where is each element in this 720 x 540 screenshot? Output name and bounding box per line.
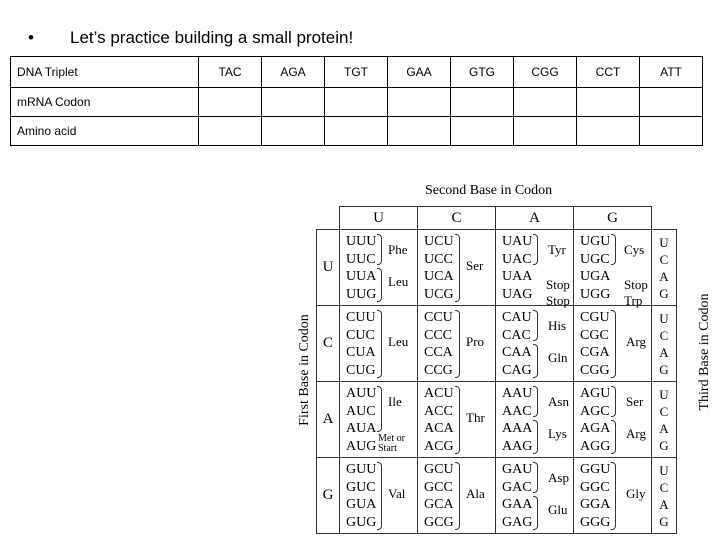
third-base-letter: A (659, 496, 669, 512)
codon: GCC (424, 479, 453, 495)
codon: UGC (580, 251, 610, 267)
codon-row (317, 382, 677, 458)
first-base-header: U (317, 230, 340, 306)
codon-grid (316, 206, 677, 534)
codon: UCG (424, 286, 454, 302)
codon: GCG (424, 514, 454, 530)
amino-acid-label: His (548, 318, 567, 333)
codon: CCU (424, 310, 453, 325)
codon-brace (611, 310, 616, 378)
grid-corner (317, 207, 340, 230)
codon-list (502, 461, 532, 531)
amino-acid-label: Glu (548, 502, 568, 517)
codon-brace (533, 310, 538, 341)
third-base-column (652, 382, 677, 458)
codon: AAG (502, 438, 533, 454)
second-base-title: Second Base in Codon (425, 183, 553, 198)
codon: UAA (502, 269, 533, 284)
codon-list (580, 309, 610, 379)
codon-cell (496, 306, 574, 382)
table-row (11, 57, 703, 88)
third-base-letter: U (659, 386, 669, 402)
codon: AUU (346, 386, 377, 401)
codon-cell (496, 382, 574, 458)
codon-chart (290, 178, 715, 536)
mrna-codon-cell[interactable] (262, 88, 325, 117)
codon: AGA (580, 421, 611, 436)
codon: GCA (424, 497, 454, 512)
codon-cell (496, 230, 574, 306)
third-base-letter: U (659, 310, 669, 326)
amino-acid-label: Ser (626, 394, 644, 409)
dna-triplet-cell: GTG (451, 57, 514, 88)
codon-list (580, 461, 610, 531)
amino-acid-label: Arg (626, 426, 646, 441)
codon-cell (574, 458, 652, 534)
codon: AGU (580, 386, 611, 401)
amino-acid-label: Start (378, 443, 397, 454)
third-base-letter: C (659, 327, 669, 343)
codon-brace (455, 310, 460, 378)
codon-cell (574, 306, 652, 382)
codon: UCA (424, 269, 454, 284)
amino-acid-cell[interactable] (451, 117, 514, 146)
amino-acid-label: Asn (548, 394, 569, 409)
codon: UCC (424, 251, 453, 267)
third-base-letter: A (659, 420, 669, 436)
codon-list (580, 233, 610, 303)
third-base-letter: C (659, 251, 669, 267)
codon-list (424, 233, 454, 303)
codon-cell (496, 458, 574, 534)
page-title (28, 28, 353, 48)
dna-triplet-cell: ATT (640, 57, 703, 88)
amino-acid-label: Ser (466, 258, 484, 273)
mrna-codon-cell[interactable] (388, 88, 451, 117)
codon-list (580, 385, 610, 455)
codon-brace (455, 462, 460, 530)
amino-acid-label: Arg (626, 334, 646, 349)
third-base-letter: A (659, 268, 669, 284)
third-base-column (652, 306, 677, 382)
third-base-letter: G (659, 361, 669, 377)
amino-acid-label: Leu (388, 334, 409, 349)
codon-row (317, 458, 677, 534)
codon-brace (611, 234, 616, 265)
codon-list (346, 309, 376, 379)
codon: CGG (580, 362, 610, 378)
amino-acid-label: Stop (546, 293, 570, 308)
codon: AUA (346, 421, 377, 436)
amino-acid-label: Met or (378, 433, 405, 444)
bullet: • (28, 28, 34, 47)
amino-acid-label: Cys (624, 242, 645, 257)
codon-brace (611, 386, 616, 417)
codon: GGC (580, 479, 610, 495)
codon-row (317, 230, 677, 306)
codon-brace (533, 234, 538, 265)
codon: GUG (346, 514, 377, 530)
codon-brace (455, 386, 460, 454)
mrna-codon-cell[interactable] (640, 88, 703, 117)
codon: GAC (502, 479, 532, 495)
codon-cell (340, 458, 418, 534)
dna-triplet-cell: GAA (388, 57, 451, 88)
third-base-title: Third Base in Codon (697, 293, 712, 411)
codon-cell (418, 382, 496, 458)
codon-cell (340, 306, 418, 382)
codon: CUU (346, 310, 376, 325)
third-base-letter: C (659, 403, 669, 419)
second-base-header: C (418, 207, 496, 230)
codon: GUU (346, 462, 377, 477)
amino-acid-cell[interactable] (577, 117, 640, 146)
codon-list (502, 233, 532, 303)
codon-brace (377, 462, 382, 530)
codon-cell (574, 382, 652, 458)
amino-acid-label: Tyr (548, 242, 566, 257)
codon-brace (377, 386, 382, 432)
codon: CGU (580, 310, 610, 325)
third-base-letter: G (659, 437, 669, 453)
first-base-header: C (317, 306, 340, 382)
codon: GUC (346, 479, 376, 495)
first-base-header: G (317, 458, 340, 534)
codon: AGG (580, 438, 611, 454)
codon-brace (377, 310, 382, 378)
codon-brace (533, 420, 538, 454)
second-base-header: A (496, 207, 574, 230)
third-base-column (652, 458, 677, 534)
codon: UUG (346, 286, 377, 302)
amino-acid-cell[interactable] (262, 117, 325, 146)
codon-list (424, 461, 454, 531)
codon: ACG (424, 438, 454, 454)
codon-brace (611, 420, 616, 454)
codon: AGC (580, 403, 610, 419)
amino-acid-label: Stop (624, 277, 648, 292)
third-base-letter: C (659, 479, 669, 495)
codon: GAU (502, 462, 533, 477)
codon-list (346, 233, 376, 303)
amino-acid-label: Leu (388, 274, 409, 289)
amino-acid-label: Asp (548, 470, 569, 485)
codon: GGU (580, 462, 611, 477)
codon: UUA (346, 269, 377, 284)
codon: AAA (502, 421, 533, 436)
codon: GGG (580, 514, 611, 530)
codon: ACC (424, 403, 453, 419)
codon: AUG (346, 438, 377, 454)
codon: UUC (346, 251, 376, 267)
dna-triplet-cell: AGA (262, 57, 325, 88)
second-base-header: G (574, 207, 652, 230)
amino-acid-cell[interactable] (388, 117, 451, 146)
codon: GAA (502, 497, 533, 512)
mrna-codon-cell[interactable] (451, 88, 514, 117)
codon: GGA (580, 497, 611, 512)
codon-cell (418, 458, 496, 534)
row-label: mRNA Codon (11, 88, 199, 117)
codon: CCG (424, 362, 453, 378)
amino-acid-label: Ala (466, 486, 485, 501)
codon-brace (455, 234, 460, 302)
codon: CCA (424, 345, 453, 360)
third-base-letter: U (659, 462, 669, 478)
codon-brace (377, 234, 382, 265)
dna-triplet-cell: TGT (325, 57, 388, 88)
codon-row (317, 306, 677, 382)
mrna-codon-cell[interactable] (514, 88, 577, 117)
codon: UGA (580, 269, 611, 284)
dna-triplet-cell: CCT (577, 57, 640, 88)
mrna-codon-cell[interactable] (577, 88, 640, 117)
third-base-letter: G (659, 285, 669, 301)
amino-acid-label: Pro (466, 334, 485, 349)
codon: UUU (346, 234, 377, 249)
codon: ACA (424, 421, 454, 436)
third-base-letter: G (659, 513, 669, 529)
table-row (11, 117, 703, 146)
codon-cell (418, 306, 496, 382)
codon: AAC (502, 403, 532, 419)
codon: UGG (580, 286, 611, 302)
codon-brace (533, 496, 538, 530)
third-base-column (652, 230, 677, 306)
amino-acid-cell[interactable] (514, 117, 577, 146)
codon: UAG (502, 286, 533, 302)
codon: CUA (346, 345, 376, 360)
codon-list (346, 461, 376, 531)
codon: CAU (502, 310, 532, 325)
codon-brace (377, 268, 382, 302)
amino-acid-label: Phe (388, 242, 408, 257)
codon-cell (340, 230, 418, 306)
amino-acid-cell[interactable] (325, 117, 388, 146)
codon: UAC (502, 251, 532, 267)
amino-acid-label: Val (388, 486, 406, 501)
codon: GUA (346, 497, 377, 512)
codon-list (424, 385, 454, 455)
amino-acid-label: Trp (624, 293, 643, 308)
grid-corner (652, 207, 677, 230)
codon-cell (574, 230, 652, 306)
title-text: Let’s practice building a small protein! (70, 28, 354, 47)
codon: CUG (346, 362, 376, 378)
grid-header-row (317, 207, 677, 230)
mrna-codon-cell[interactable] (325, 88, 388, 117)
dna-triplet-cell: CGG (514, 57, 577, 88)
dna-triplet-cell: TAC (199, 57, 262, 88)
row-label: DNA Triplet (11, 57, 199, 88)
codon: UCU (424, 234, 454, 249)
codon: GAG (502, 514, 533, 530)
protein-worksheet-table (10, 56, 703, 146)
codon-list (346, 385, 376, 455)
codon: CCC (424, 327, 453, 343)
mrna-codon-cell[interactable] (199, 88, 262, 117)
codon-brace (533, 462, 538, 493)
amino-acid-label: Gly (626, 486, 646, 501)
codon-list (424, 309, 453, 379)
first-base-title: First Base in Codon (297, 314, 312, 426)
codon: CAA (502, 345, 532, 360)
second-base-header: U (340, 207, 418, 230)
codon: ACU (424, 386, 454, 401)
codon: AAU (502, 386, 533, 401)
codon: CAC (502, 327, 531, 343)
third-base-letter: U (659, 234, 669, 250)
first-base-header: A (317, 382, 340, 458)
table-row (11, 88, 703, 117)
codon-list (502, 309, 532, 379)
row-label: Amino acid (11, 117, 199, 146)
codon-cell (418, 230, 496, 306)
codon: UGU (580, 234, 611, 249)
third-base-letter: A (659, 344, 669, 360)
amino-acid-label: Thr (466, 410, 485, 425)
amino-acid-cell[interactable] (640, 117, 703, 146)
amino-acid-label: Ile (388, 394, 402, 409)
codon: CGA (580, 345, 610, 360)
amino-acid-label: Lys (548, 426, 567, 441)
codon: UAU (502, 234, 533, 249)
codon-cell (340, 382, 418, 458)
codon: CGC (580, 327, 609, 343)
amino-acid-cell[interactable] (199, 117, 262, 146)
codon-brace (611, 462, 616, 530)
amino-acid-label: Stop (546, 277, 570, 292)
codon-brace (533, 344, 538, 378)
codon: CAG (502, 362, 532, 378)
codon: CUC (346, 327, 375, 343)
amino-acid-label: Gln (548, 350, 568, 365)
codon-list (502, 385, 532, 455)
codon: GCU (424, 462, 454, 477)
codon: AUC (346, 403, 376, 419)
codon-brace (533, 386, 538, 417)
